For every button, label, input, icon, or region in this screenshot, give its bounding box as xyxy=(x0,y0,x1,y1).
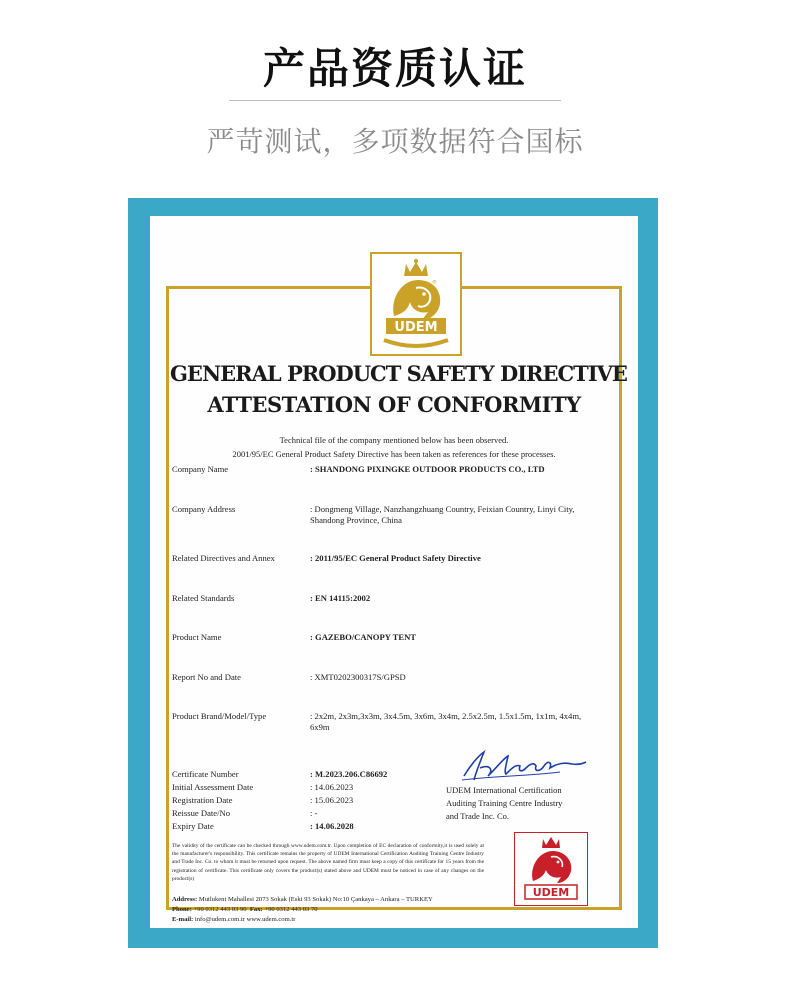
signature xyxy=(460,746,590,786)
red-lion-icon xyxy=(515,833,587,905)
registration-date-label: Registration Date xyxy=(172,795,233,805)
issuer-name: UDEM International Certification Auditing Training Centre Industry and Trade Inc. Co. xyxy=(446,785,563,821)
reissue-label: Reissue Date/No xyxy=(172,808,230,818)
registration-date-value: : 15.06.2023 xyxy=(310,795,354,805)
brand-model-label: Product Brand/Model/Type xyxy=(172,711,267,721)
product-name-value: : GAZEBO/CANOPY TENT xyxy=(310,632,417,642)
report-no-label: Report No and Date xyxy=(172,672,241,682)
intro-line-2: 2001/95/EC General Product Safety Directive has been taken as references for these processes. xyxy=(232,449,556,459)
certificate-frame xyxy=(128,198,658,948)
lion-crown-icon xyxy=(372,254,460,354)
address-line: Address: Mutlukent Mahallesi 2073 Sokak (Eski 93 Sokak) No:10 Çankaya – Ankara – TURKEY xyxy=(172,896,433,903)
initial-assessment-label: Initial Assessment Date xyxy=(172,782,254,792)
title-divider xyxy=(229,100,561,101)
company-address-label: Company Address xyxy=(172,504,236,514)
phone-line: Phone: +90 0312 443 03 90 Fax: +90 0312 443 03 70 xyxy=(172,906,318,913)
udem-logo xyxy=(370,252,462,356)
related-standards-value: : EN 14115:2002 xyxy=(310,593,371,603)
expiry-date-label: Expiry Date xyxy=(172,821,214,831)
report-no-value: : XMT0202300317S/GPSD xyxy=(310,672,406,682)
udem-stamp xyxy=(514,832,588,906)
certificate-title: GENERAL PRODUCT SAFETY DIRECTIVE xyxy=(170,361,627,386)
initial-assessment-value: : 14.06.2023 xyxy=(310,782,354,792)
certificate-paper xyxy=(150,216,638,928)
brand-model-value: : 2x2m, 2x3m,3x3m, 3x4.5m, 3x6m, 3x4m, 2.5x2.5m, 1.5x1.5m, 1x1m, 4x4m, 6x9m xyxy=(310,711,582,732)
related-directives-label: Related Directives and Annex xyxy=(172,553,275,563)
company-address-value: : Dongmeng Village, Nanzhangzhuang Country, Feixian Country, Linyi City, Shandong Province, China xyxy=(310,504,575,525)
svg-text:UDEM: UDEM xyxy=(394,320,438,335)
page-title: 产品资质认证 xyxy=(262,44,527,93)
reissue-value: : - xyxy=(310,808,318,818)
related-standards-label: Related Standards xyxy=(172,593,235,603)
svg-text:UDEM: UDEM xyxy=(532,886,570,899)
validity-notice: The validity of the certificate can be checked through www.udem.com.tr. Upon completion of EC declaration of conformity,it is used solely at the manufacturer's responsibility. This certificate remains the property of UDEM International Certification Auditing Training Centre Industry and Trade Inc. Co. to whom it must be returned upon request. The above named firm must keep a copy of this certificate for 15 years from the registration of certificate. This certificate only covers the product(s) stated above and UDEM must be noticed in case of any changes on the product(s) xyxy=(172,843,484,882)
email-line: E-mail: info@udem.com.tr www.udem.com.tr xyxy=(172,916,296,923)
certificate-number-value: : M.2023.206.C86692 xyxy=(310,769,388,779)
expiry-date-value: : 14.06.2028 xyxy=(310,821,354,831)
related-directives-value: : 2011/95/EC General Product Safety Directive xyxy=(310,553,481,563)
page-subtitle: 严苛测试，多项数据符合国标 xyxy=(206,125,584,158)
product-name-label: Product Name xyxy=(172,632,222,642)
company-name-label: Company Name xyxy=(172,464,229,474)
svg-text:®: ® xyxy=(432,280,437,286)
certificate-subtitle: ATTESTATION OF CONFORMITY xyxy=(207,392,581,417)
certificate-number-label: Certificate Number xyxy=(172,769,239,779)
company-name-value: : SHANDONG PIXINGKE OUTDOOR PRODUCTS CO., LTD xyxy=(310,464,545,474)
intro-line-1: Technical file of the company mentioned below has been observed. xyxy=(279,435,509,445)
